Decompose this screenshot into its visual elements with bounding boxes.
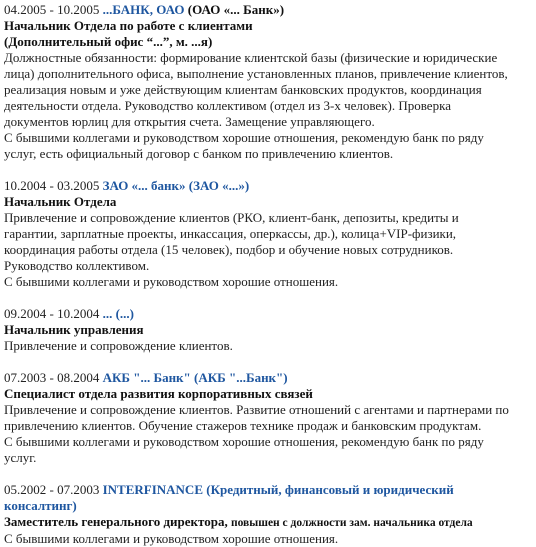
job-description [4,210,536,290]
description-line: Должностные обязанности: формирование клиентской базы (физические и юридические [4,50,498,65]
job-position: Заместитель генерального директора, [4,514,228,529]
description-line: Привлечение и сопровождение клиентов (РКО, клиент-банк, депозиты, кредиты и [4,210,459,225]
description-line: С бывшими коллегами и руководством хорошие отношения. [4,531,339,546]
job-position-extra: (Дополнительный офис “...”, м. ...я) [4,34,213,49]
job-entry [4,178,536,290]
description-line: Привлечение и сопровождение клиентов. [4,338,233,353]
description-line: гарантии, зарплатные проекты, инкассация, оперкассы, др.), колица+VIP-физики, [4,226,457,241]
description-line: деятельности отдела. Руководство коллективом (отдел из 3-х человек). Проверка [4,98,451,113]
job-entry [4,2,536,162]
company-link[interactable]: ЗАО «... банк» (ЗАО «...») [102,178,250,193]
job-entry [4,482,536,547]
job-description [4,402,536,466]
job-position-row [4,514,536,531]
company-link[interactable]: ...БАНК, ОАО [102,2,185,17]
job-description [4,531,536,547]
job-header [4,482,536,498]
job-position-note: повышен с должности зам. начальника отдела [230,517,473,529]
description-line: услуг, есть официальный договор с банком по привлечению клиентов. [4,146,394,161]
job-description [4,50,536,162]
company-alt-name: (ОАО «... Банк») [187,2,285,17]
job-entry [4,370,536,466]
description-line: привлечению клиентов. Обучение стажеров технике продаж и банковским продуктам. [4,418,482,433]
description-line: Руководство коллективом. [4,258,150,273]
job-period: 04.2005 - 10.2005 [4,2,100,17]
job-period: 07.2003 - 08.2004 [4,370,100,385]
job-header [4,370,536,386]
company-link[interactable]: ... (...) [102,306,135,321]
description-line: С бывшими коллегами и руководством хорошие отношения, рекомендую банк по ряду [4,130,484,145]
job-header [4,178,536,194]
job-position: Начальник Отдела [4,194,117,209]
company-link[interactable]: АКБ "... Банк" (АКБ "...Банк") [102,370,288,385]
description-line: Привлечение и сопровождение клиентов. Развитие отношений с агентами и партнерами по [4,402,509,417]
description-line: лица) дополнительного офиса, выполнение установленных планов, привлечение клиентов, [4,66,508,81]
description-line: С бывшими коллегами и руководством хорошие отношения. [4,274,339,289]
job-header [4,2,536,18]
job-position: Начальник управления [4,322,144,337]
job-description [4,338,536,354]
job-period: 09.2004 - 10.2004 [4,306,100,321]
job-position: Начальник Отдела по работе с клиентами [4,18,253,33]
company-link[interactable]: INTERFINANCE (Кредитный, финансовый и юридический [102,482,454,497]
company-link-continued[interactable]: консалтинг) [4,498,77,513]
job-header [4,306,536,322]
description-line: документов юрлиц для открытия счета. Замещение управляющего. [4,114,375,129]
job-entry [4,306,536,354]
job-period: 05.2002 - 07.2003 [4,482,100,497]
job-position: Специалист отдела развития корпоративных связей [4,386,313,401]
description-line: координация работы отдела (15 человек), подбор и обучение новых сотрудников. [4,242,454,257]
job-period: 10.2004 - 03.2005 [4,178,100,193]
description-line: услуг. [4,450,37,465]
description-line: реализация новым и уже действующим клиентам банковских продуктов, координация [4,82,482,97]
description-line: С бывшими коллегами и руководством хорошие отношения, рекомендую банк по ряду [4,434,484,449]
